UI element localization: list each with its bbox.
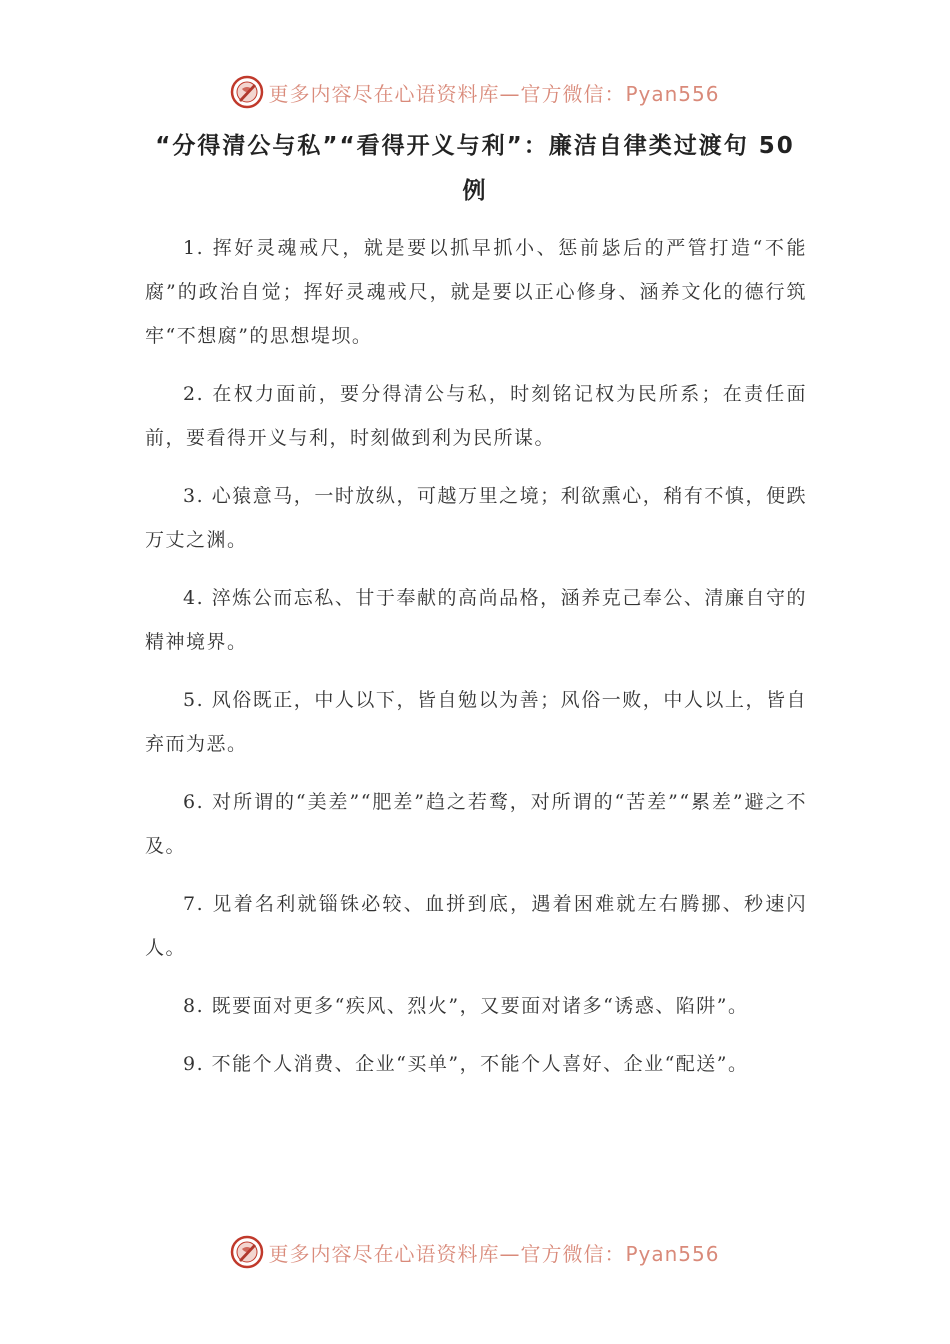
- header-banner-text: 更多内容尽在心语资料库—官方微信：Pyan556: [268, 81, 720, 106]
- paragraph-3: 3. 心猿意马，一时放纵，可越万里之境；利欲熏心，稍有不慎，便跌万丈之渊。: [145, 485, 807, 551]
- paragraph-9: 9. 不能个人消费、企业“买单”，不能个人喜好、企业“配送”。: [183, 1053, 749, 1075]
- paragraph-4: 4. 淬炼公而忘私、甘于奉献的高尚品格，涵养克己奉公、清廉自守的精神境界。: [145, 587, 807, 653]
- red-seal-logo-icon: [230, 1235, 264, 1269]
- footer-banner-content: [230, 1235, 719, 1269]
- document-title: “分得清公与私”“看得开义与利”：廉洁自律类过渡句 50 例: [155, 133, 795, 204]
- document-body: [145, 226, 807, 1100]
- paragraph-7: 7. 见着名利就锱铢必较、血拼到底，遇着困难就左右腾挪、秒速闪人。: [145, 893, 807, 959]
- red-seal-logo-icon: [230, 75, 264, 109]
- header-banner: [0, 72, 950, 112]
- header-banner-content: [230, 75, 719, 109]
- paragraph-1: 1. 挥好灵魂戒尺，就是要以抓早抓小、惩前毖后的严管打造“不能腐”的政治自觉；挥好灵魂戒尺，就是要以正心修身、涵养文化的德行筑牢“不想腐”的思想堤坝。: [145, 237, 807, 347]
- paragraph-8: 8. 既要面对更多“疾风、烈火”，又要面对诸多“诱惑、陷阱”。: [183, 995, 749, 1017]
- paragraph-2: 2. 在权力面前，要分得清公与私，时刻铭记权为民所系；在责任面前，要看得开义与利，时刻做到利为民所谋。: [145, 383, 807, 449]
- paragraph-5: 5. 风俗既正，中人以下，皆自勉以为善；风俗一败，中人以上，皆自弃而为恶。: [145, 689, 807, 755]
- footer-banner: [0, 1232, 950, 1272]
- footer-banner-text: 更多内容尽在心语资料库—官方微信：Pyan556: [268, 1241, 720, 1266]
- paragraph-6: 6. 对所谓的“美差”“肥差”趋之若鹜，对所谓的“苦差”“累差”避之不及。: [145, 791, 807, 857]
